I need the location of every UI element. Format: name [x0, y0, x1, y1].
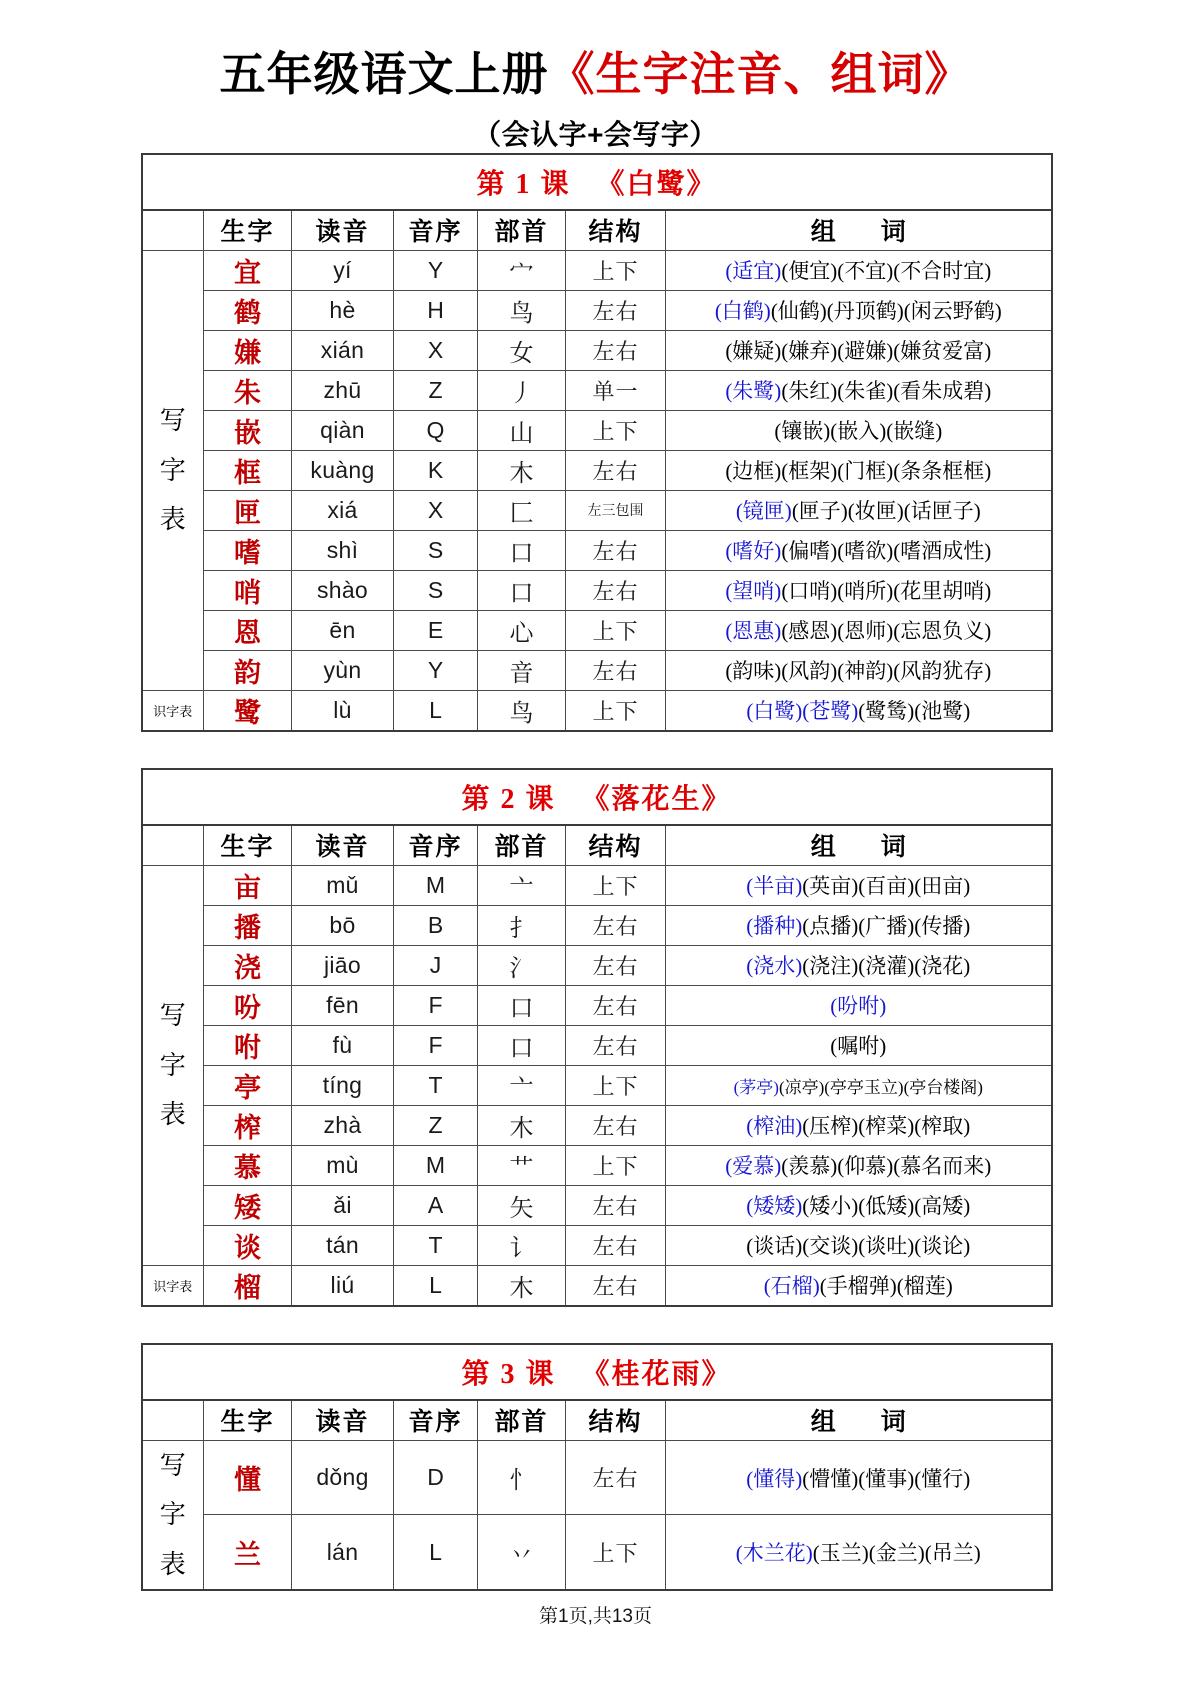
- cell-structure: 左右: [566, 1185, 666, 1225]
- cell-pinyin: lù: [292, 690, 394, 731]
- table-header-row: [142, 825, 1052, 866]
- lesson-table: [141, 153, 1053, 732]
- cell-words: [666, 905, 1052, 945]
- column-header-pinyin: 读音: [292, 825, 394, 866]
- lesson-table: [141, 768, 1053, 1307]
- cell-initial: Y: [394, 650, 478, 690]
- word-group: (镜匣): [735, 499, 792, 524]
- side-label-char: 表: [159, 1549, 186, 1579]
- cell-words: [666, 1065, 1052, 1105]
- cell-words: [666, 610, 1052, 650]
- cell-radical: 忄: [478, 1440, 566, 1514]
- cell-radical: 矢: [478, 1185, 566, 1225]
- cell-words: [666, 490, 1052, 530]
- cell-pinyin: tíng: [292, 1065, 394, 1105]
- cell-initial: X: [394, 490, 478, 530]
- lesson-name: 《桂花雨》: [581, 1358, 732, 1390]
- cell-pinyin: ēn: [292, 610, 394, 650]
- word-group: (适宜): [725, 259, 782, 284]
- column-header-pinyin: 读音: [292, 210, 394, 251]
- cell-character: 矮: [204, 1185, 292, 1225]
- table-header-row: [142, 1400, 1052, 1441]
- table-row: [142, 450, 1052, 490]
- table-gap: [141, 1307, 1051, 1343]
- cell-character: 朱: [204, 370, 292, 410]
- cell-pinyin: jiāo: [292, 945, 394, 985]
- cell-character: 韵: [204, 650, 292, 690]
- cell-pinyin: hè: [292, 290, 394, 330]
- cell-pinyin: zhū: [292, 370, 394, 410]
- cell-pinyin: fù: [292, 1025, 394, 1065]
- word-group: (榨油): [746, 1114, 803, 1139]
- lesson-title: [142, 769, 1052, 825]
- cell-radical: 木: [478, 450, 566, 490]
- cell-pinyin: ǎi: [292, 1185, 394, 1225]
- cell-words: [666, 1025, 1052, 1065]
- cell-character: 榨: [204, 1105, 292, 1145]
- cell-structure: 左右: [566, 450, 666, 490]
- word-group: (鹭鸶)(池鹭): [858, 699, 971, 724]
- page-title: [0, 48, 1191, 101]
- cell-radical: 扌: [478, 905, 566, 945]
- cell-character: 恩: [204, 610, 292, 650]
- word-group: (浇注)(浇灌)(浇花): [802, 954, 971, 979]
- cell-structure: 左右: [566, 1105, 666, 1145]
- side-label-char: 写: [159, 1001, 186, 1031]
- cell-radical: 丷: [478, 1515, 566, 1590]
- cell-radical: 山: [478, 410, 566, 450]
- word-group: (边框)(框架)(门框)(条条框框): [725, 459, 992, 484]
- cell-structure: 上下: [566, 410, 666, 450]
- cell-pinyin: xiá: [292, 490, 394, 530]
- word-group: (镶嵌)(嵌入)(嵌缝): [774, 419, 943, 444]
- cell-words: [666, 650, 1052, 690]
- cell-structure: 上下: [566, 865, 666, 905]
- cell-radical: 鸟: [478, 290, 566, 330]
- word-group: (浇水): [746, 954, 803, 979]
- word-group: (嫌疑)(嫌弃)(避嫌)(嫌贫爱富): [725, 339, 992, 364]
- cell-character: 框: [204, 450, 292, 490]
- cell-structure: 上下: [566, 1065, 666, 1105]
- side-label-write: [142, 865, 204, 1265]
- cell-pinyin: yí: [292, 250, 394, 290]
- word-group: (恩惠): [725, 619, 782, 644]
- cell-radical: 匚: [478, 490, 566, 530]
- cell-radical: 木: [478, 1105, 566, 1145]
- tables-container: [141, 153, 1051, 1591]
- cell-words: [666, 1105, 1052, 1145]
- column-header-structure: 结构: [566, 825, 666, 866]
- cell-initial: H: [394, 290, 478, 330]
- cell-character: 慕: [204, 1145, 292, 1185]
- title-black-part: 五年级语文上册: [219, 48, 549, 100]
- cell-initial: Q: [394, 410, 478, 450]
- word-group: (懂得): [746, 1466, 803, 1491]
- cell-structure: 左三包围: [566, 490, 666, 530]
- table-header-row: [142, 210, 1052, 251]
- lesson-number: 第 1 课: [476, 168, 571, 200]
- cell-radical: 心: [478, 610, 566, 650]
- cell-words: [666, 250, 1052, 290]
- table-row: [142, 530, 1052, 570]
- cell-character: 浇: [204, 945, 292, 985]
- column-header-initial: 音序: [394, 210, 478, 251]
- cell-initial: J: [394, 945, 478, 985]
- word-group: (感恩)(恩师)(忘恩负义): [781, 619, 992, 644]
- word-group: (手榴弹)(榴莲): [819, 1274, 953, 1299]
- cell-structure: 上下: [566, 610, 666, 650]
- word-group: (谈话)(交谈)(谈吐)(谈论): [746, 1234, 971, 1259]
- word-group: (矮矮): [746, 1194, 803, 1219]
- cell-pinyin: mǔ: [292, 865, 394, 905]
- cell-character: 谈: [204, 1225, 292, 1265]
- cell-initial: D: [394, 1440, 478, 1514]
- column-header-character: 生字: [204, 210, 292, 251]
- table-row: [142, 1065, 1052, 1105]
- table-row: [142, 1515, 1052, 1590]
- cell-pinyin: fēn: [292, 985, 394, 1025]
- cell-radical: 亠: [478, 865, 566, 905]
- word-group: (矮小)(低矮)(高矮): [802, 1194, 971, 1219]
- word-group: (吩咐): [830, 994, 887, 1019]
- column-header-blank: [142, 1400, 204, 1441]
- lesson-table: [141, 1343, 1053, 1591]
- title-block: [0, 0, 1191, 153]
- cell-structure: 左右: [566, 1440, 666, 1514]
- cell-structure: 上下: [566, 1145, 666, 1185]
- cell-initial: E: [394, 610, 478, 650]
- cell-structure: 左右: [566, 945, 666, 985]
- column-header-radical: 部首: [478, 210, 566, 251]
- cell-pinyin: yùn: [292, 650, 394, 690]
- side-label-char: 字: [159, 1050, 186, 1080]
- cell-radical: 讠: [478, 1225, 566, 1265]
- word-group: (玉兰)(金兰)(吊兰): [812, 1541, 981, 1566]
- cell-words: [666, 290, 1052, 330]
- cell-structure: 左右: [566, 530, 666, 570]
- cell-character: 嵌: [204, 410, 292, 450]
- table-row: [142, 1025, 1052, 1065]
- table-row-read: [142, 1265, 1052, 1306]
- word-group: (偏嗜)(嗜欲)(嗜酒成性): [781, 539, 992, 564]
- column-header-radical: 部首: [478, 825, 566, 866]
- word-group: (韵味)(风韵)(神韵)(风韵犹存): [725, 659, 992, 684]
- cell-radical: 口: [478, 1025, 566, 1065]
- cell-words: [666, 865, 1052, 905]
- side-label-char: 字: [159, 455, 186, 485]
- cell-words: [666, 330, 1052, 370]
- table-row: [142, 370, 1052, 410]
- cell-pinyin: shào: [292, 570, 394, 610]
- cell-radical: 口: [478, 530, 566, 570]
- table-row: [142, 1225, 1052, 1265]
- column-header-words: 组 词: [666, 210, 1052, 251]
- word-group: (嘱咐): [830, 1034, 887, 1059]
- table-row: [142, 650, 1052, 690]
- cell-structure: 上下: [566, 1515, 666, 1590]
- word-group: (懵懂)(懂事)(懂行): [802, 1466, 971, 1491]
- cell-pinyin: qiàn: [292, 410, 394, 450]
- table-row: [142, 1185, 1052, 1225]
- table-row: [142, 610, 1052, 650]
- cell-pinyin: dǒng: [292, 1440, 394, 1514]
- cell-initial: F: [394, 1025, 478, 1065]
- side-label-char: 表: [159, 505, 186, 535]
- cell-character: 鹭: [204, 690, 292, 731]
- column-header-initial: 音序: [394, 1400, 478, 1441]
- cell-radical: 口: [478, 570, 566, 610]
- table-row: [142, 905, 1052, 945]
- word-group: (点播)(广播)(传播): [802, 914, 971, 939]
- cell-pinyin: lán: [292, 1515, 394, 1590]
- cell-initial: F: [394, 985, 478, 1025]
- column-header-structure: 结构: [566, 210, 666, 251]
- cell-initial: M: [394, 1145, 478, 1185]
- word-group: (仙鹤)(丹顶鹤)(闲云野鹤): [770, 299, 1002, 324]
- word-group: (播种): [746, 914, 803, 939]
- lesson-title: [142, 1344, 1052, 1400]
- cell-character: 亭: [204, 1065, 292, 1105]
- cell-initial: B: [394, 905, 478, 945]
- title-red-part: 《生字注音、组词》: [548, 48, 972, 100]
- cell-pinyin: liú: [292, 1265, 394, 1306]
- cell-radical: 艹: [478, 1145, 566, 1185]
- cell-radical: 宀: [478, 250, 566, 290]
- word-group: (白鹭)(苍鹭): [746, 699, 859, 724]
- cell-structure: 左右: [566, 650, 666, 690]
- word-group: (英亩)(百亩)(田亩): [802, 874, 971, 899]
- table-row: [142, 1105, 1052, 1145]
- column-header-blank: [142, 825, 204, 866]
- side-label-char: 表: [159, 1100, 186, 1130]
- cell-radical: 氵: [478, 945, 566, 985]
- cell-pinyin: shì: [292, 530, 394, 570]
- page-footer: 第1页,共13页: [539, 1606, 652, 1627]
- cell-initial: S: [394, 530, 478, 570]
- word-group: (匣子)(妆匣)(话匣子): [791, 499, 981, 524]
- cell-character: 鹤: [204, 290, 292, 330]
- cell-pinyin: bō: [292, 905, 394, 945]
- cell-character: 嫌: [204, 330, 292, 370]
- cell-character: 哨: [204, 570, 292, 610]
- table-row: [142, 410, 1052, 450]
- column-header-initial: 音序: [394, 825, 478, 866]
- cell-initial: L: [394, 690, 478, 731]
- word-group: (爱慕): [725, 1154, 782, 1179]
- cell-words: [666, 945, 1052, 985]
- cell-initial: T: [394, 1225, 478, 1265]
- cell-character: 嗜: [204, 530, 292, 570]
- word-group: (口哨)(哨所)(花里胡哨): [781, 579, 992, 604]
- column-header-words: 组 词: [666, 825, 1052, 866]
- cell-character: 懂: [204, 1440, 292, 1514]
- cell-character: 匣: [204, 490, 292, 530]
- cell-structure: 左右: [566, 290, 666, 330]
- cell-words: [666, 410, 1052, 450]
- cell-structure: 左右: [566, 570, 666, 610]
- side-label-char: 写: [159, 406, 186, 436]
- table-row: [142, 1440, 1052, 1514]
- cell-pinyin: xián: [292, 330, 394, 370]
- cell-character: 咐: [204, 1025, 292, 1065]
- table-row: [142, 290, 1052, 330]
- cell-initial: Z: [394, 370, 478, 410]
- column-header-character: 生字: [204, 1400, 292, 1441]
- lesson-number: 第 2 课: [461, 783, 556, 815]
- cell-radical: 女: [478, 330, 566, 370]
- column-header-pinyin: 读音: [292, 1400, 394, 1441]
- cell-character: 亩: [204, 865, 292, 905]
- table-row: [142, 570, 1052, 610]
- word-group: (茅亭): [733, 1077, 779, 1097]
- column-header-character: 生字: [204, 825, 292, 866]
- cell-words: [666, 690, 1052, 731]
- cell-radical: 鸟: [478, 690, 566, 731]
- table-row: [142, 985, 1052, 1025]
- table-row: [142, 865, 1052, 905]
- side-label-char: 写: [159, 1450, 186, 1480]
- table-gap: [141, 732, 1051, 768]
- word-group: (凉亭)(亭亭玉立)(亭台楼阁): [778, 1077, 983, 1097]
- word-group: (朱红)(朱雀)(看朱成碧): [781, 379, 992, 404]
- table-row: [142, 330, 1052, 370]
- cell-pinyin: mù: [292, 1145, 394, 1185]
- cell-structure: 左右: [566, 1025, 666, 1065]
- cell-radical: 亠: [478, 1065, 566, 1105]
- lesson-name: 《落花生》: [581, 783, 732, 815]
- cell-character: 播: [204, 905, 292, 945]
- side-label-read: 识字表: [142, 1265, 204, 1306]
- cell-initial: K: [394, 450, 478, 490]
- cell-words: [666, 1515, 1052, 1590]
- column-header-words: 组 词: [666, 1400, 1052, 1441]
- side-label-write: [142, 250, 204, 690]
- table-row: [142, 1145, 1052, 1185]
- cell-structure: 左右: [566, 1265, 666, 1306]
- word-group: (白鹤): [714, 299, 771, 324]
- table-row: [142, 250, 1052, 290]
- word-group: (便宜)(不宜)(不合时宜): [781, 259, 992, 284]
- cell-words: [666, 530, 1052, 570]
- cell-initial: M: [394, 865, 478, 905]
- cell-structure: 上下: [566, 690, 666, 731]
- cell-words: [666, 1185, 1052, 1225]
- column-header-blank: [142, 210, 204, 251]
- cell-words: [666, 985, 1052, 1025]
- cell-radical: 木: [478, 1265, 566, 1306]
- cell-pinyin: zhà: [292, 1105, 394, 1145]
- word-group: (嗜好): [725, 539, 782, 564]
- cell-structure: 左右: [566, 985, 666, 1025]
- cell-words: [666, 1225, 1052, 1265]
- cell-pinyin: kuàng: [292, 450, 394, 490]
- word-group: (压榨)(榨菜)(榨取): [802, 1114, 971, 1139]
- cell-words: [666, 570, 1052, 610]
- side-label-read: 识字表: [142, 690, 204, 731]
- cell-character: 宜: [204, 250, 292, 290]
- cell-initial: A: [394, 1185, 478, 1225]
- word-group: (望哨): [725, 579, 782, 604]
- cell-initial: L: [394, 1515, 478, 1590]
- cell-character: 榴: [204, 1265, 292, 1306]
- page-subtitle: （会认字+会写字）: [473, 118, 718, 150]
- lesson-name: 《白鹭》: [596, 168, 717, 200]
- cell-initial: S: [394, 570, 478, 610]
- side-label-char: 字: [159, 1500, 186, 1530]
- cell-character: 兰: [204, 1515, 292, 1590]
- cell-words: [666, 370, 1052, 410]
- cell-words: [666, 1440, 1052, 1514]
- column-header-radical: 部首: [478, 1400, 566, 1441]
- cell-initial: X: [394, 330, 478, 370]
- cell-initial: Z: [394, 1105, 478, 1145]
- column-header-structure: 结构: [566, 1400, 666, 1441]
- side-label-write: [142, 1440, 204, 1590]
- cell-pinyin: tán: [292, 1225, 394, 1265]
- word-group: (半亩): [746, 874, 803, 899]
- cell-initial: T: [394, 1065, 478, 1105]
- cell-words: [666, 1145, 1052, 1185]
- cell-structure: 左右: [566, 330, 666, 370]
- lesson-number: 第 3 课: [461, 1358, 556, 1390]
- word-group: (朱鹭): [725, 379, 782, 404]
- table-row-read: [142, 690, 1052, 731]
- cell-structure: 单一: [566, 370, 666, 410]
- cell-radical: 口: [478, 985, 566, 1025]
- cell-initial: Y: [394, 250, 478, 290]
- cell-initial: L: [394, 1265, 478, 1306]
- cell-structure: 上下: [566, 250, 666, 290]
- table-row: [142, 490, 1052, 530]
- cell-structure: 左右: [566, 1225, 666, 1265]
- word-group: (木兰花): [735, 1541, 813, 1566]
- cell-words: [666, 1265, 1052, 1306]
- cell-words: [666, 450, 1052, 490]
- word-group: (石榴): [763, 1274, 820, 1299]
- cell-character: 吩: [204, 985, 292, 1025]
- word-group: (羡慕)(仰慕)(慕名而来): [781, 1154, 992, 1179]
- table-row: [142, 945, 1052, 985]
- cell-radical: 丿: [478, 370, 566, 410]
- cell-radical: 音: [478, 650, 566, 690]
- cell-structure: 左右: [566, 905, 666, 945]
- lesson-title: [142, 154, 1052, 210]
